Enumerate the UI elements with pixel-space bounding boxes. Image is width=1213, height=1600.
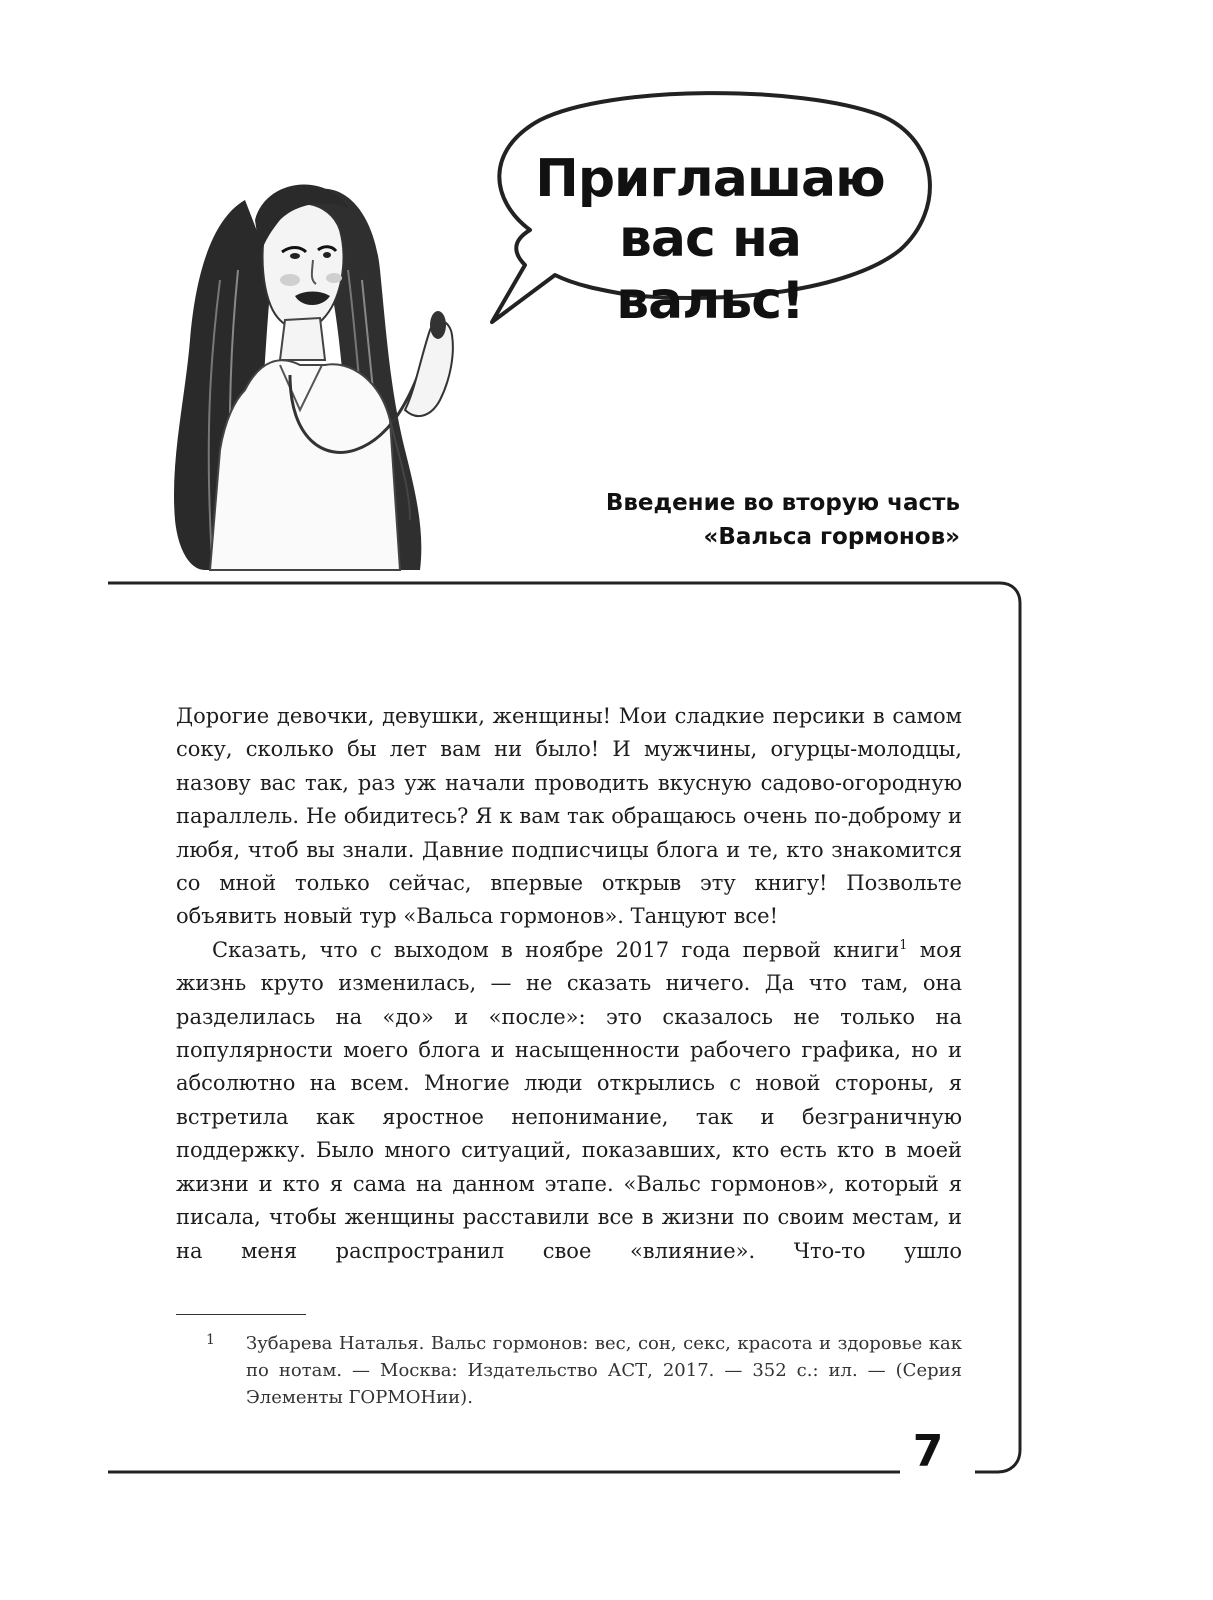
speech-bubble-line-2: вас на вальс! — [616, 209, 804, 331]
body-paragraph-2 — [176, 934, 962, 1268]
page-number: 7 — [906, 1424, 950, 1480]
footnote-marker: 1 — [206, 1332, 215, 1348]
footnote — [176, 1330, 962, 1411]
section-heading-line-1: Введение во вторую часть — [605, 490, 960, 516]
footnote-reference: 1 — [899, 937, 908, 953]
body-paragraph-2-start: Сказать, что с выходом в ноябре 2017 года первой книги — [212, 937, 900, 962]
speech-bubble-line-1: Приглашаю — [535, 149, 885, 209]
body-text — [176, 700, 962, 1268]
footnote-text: Зубарева Наталья. Вальс гормонов: вес, сон, секс, красота и здоровье как по нотам. — Москва: Издательство АСТ, 2017. — 352 с.: ил. — (Серия Элементы ГОРМОНии). — [246, 1333, 962, 1408]
footnote-divider — [176, 1314, 306, 1315]
section-heading-line-2: «Вальса гормонов» — [703, 524, 960, 550]
body-paragraph-1: Дорогие девочки, девушки, женщины! Мои сладкие персики в самом соку, сколько бы лет вам ни было! И мужчины, огурцы-молодцы, назову вас так, раз уж начали проводить вкусную садово-огородную параллель. Не обидитесь? Я к вам так обращаюсь очень по-доброму и любя, чтоб вы знали. Давние подписчицы блога и те, кто знакомится со мной только сейчас, впервые открыв эту книгу! Позвольте объявить новый тур «Вальса гормонов». Танцуют все! — [176, 704, 962, 929]
body-paragraph-2-rest: моя жизнь круто изменилась, — не сказать ничего. Да что там, она разделилась на «до» и «после»: это сказалось не только на популярности моего блога и насыщенности рабочего графика, но и абсолютно на всем. Многие люди открылись с новой стороны, я встретила как яростное непонимание, так и безграничную поддержку. Было много ситуаций, показавших, кто есть кто в моей жизни и кто я сама на данном этапе. «Вальс гормонов», который я писала, чтобы женщины расставили все в жизни по своим местам, и на меня распространил свое «влияние». Что-то ушло — [176, 937, 962, 1263]
